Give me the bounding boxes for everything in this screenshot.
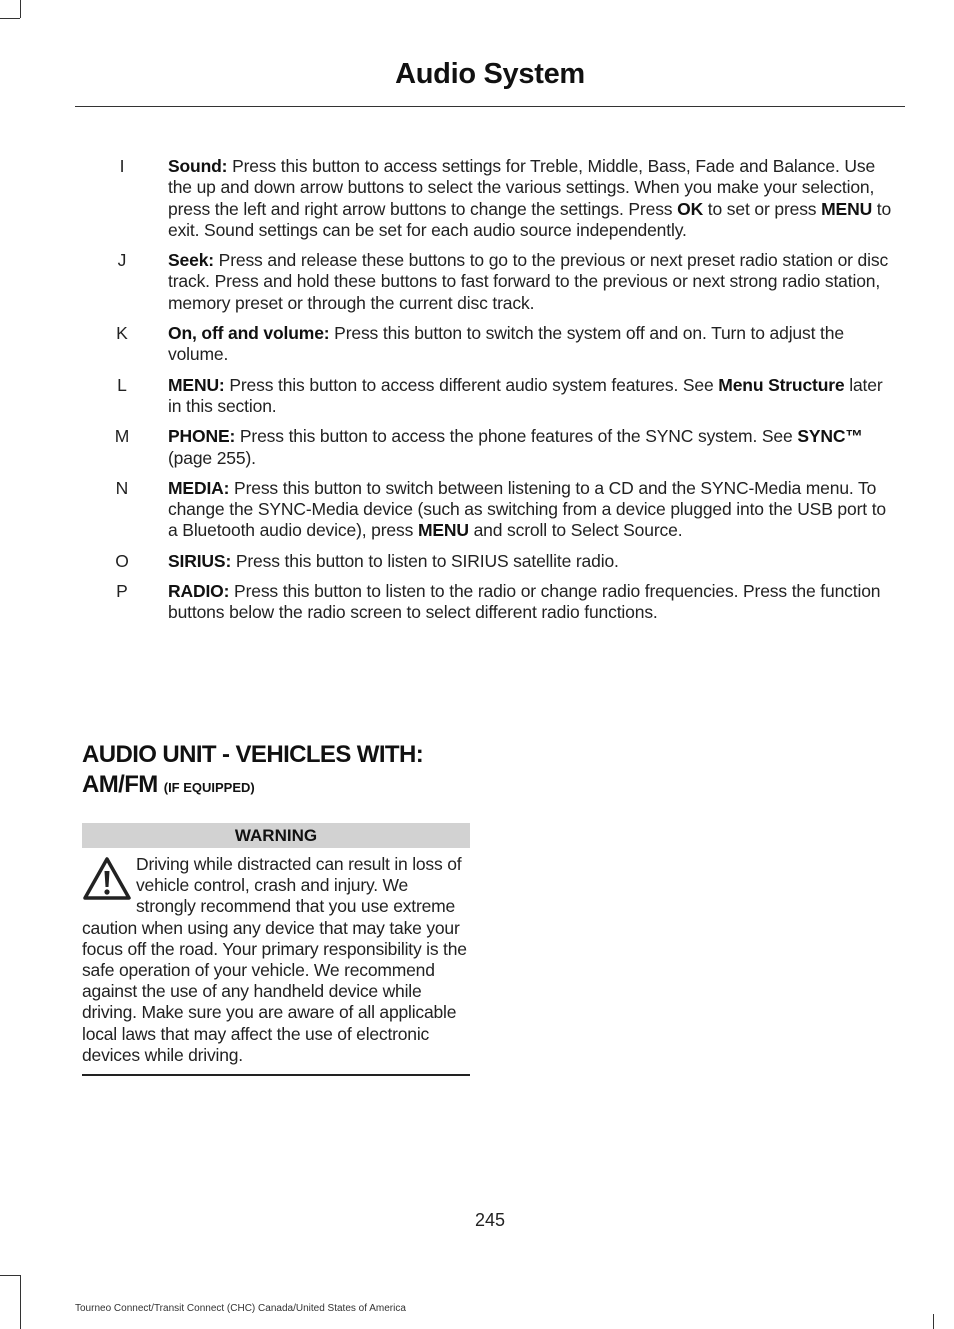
warning-triangle-icon [82,856,132,902]
item-letter: I [119,156,125,176]
section-heading-main: AM/FM [82,771,158,798]
text-run: to set or press [703,198,822,219]
item-description [168,156,898,241]
text-run: Press and release these buttons to go to the previous or next preset radio station or disc track. Press and hold these buttons to fast forward to the previous or next strong radio station, memory preset or through the current disc track. [168,250,889,313]
section-heading [82,740,482,803]
text-run: Press this button to access settings for Treble, Middle, Bass, Fade and Balance. Use the up and down arrow buttons to select the various settings. When you make your selection, press the left and right arrow buttons to change the settings. Press [168,156,876,219]
list-item [0,250,954,314]
item-letter: J [117,250,127,271]
text-run: Press this button to listen to the radio or change radio frequencies. Press the function buttons below the radio screen to select different radio functions. [168,581,881,623]
text-run: and scroll to Select Source. [468,520,683,541]
bold-term: RADIO: [168,581,230,602]
footer-text: Tourneo Connect/Transit Connect (CHC) Canada/United States of America [75,1303,406,1314]
list-item [0,323,954,366]
item-letter: L [117,374,127,395]
bold-term: SIRIUS: [168,550,232,571]
item-description [168,250,898,314]
bold-term: Sound: [168,156,228,176]
button-description-list [0,156,954,633]
bold-term: MENU [417,520,469,541]
warning-title: WARNING [82,823,470,848]
bold-term: SYNC™ [797,426,863,447]
item-letter: O [115,550,129,571]
item-letter: M [114,426,130,447]
item-description [168,478,898,542]
text-run: Press this button to access different audio system features. See [224,374,719,395]
section-heading-line1: AUDIO UNIT - VEHICLES WITH: [82,741,424,768]
bold-term: PHONE: [168,426,236,447]
bold-term: OK [677,198,704,219]
text-run: to exit. Sound settings can be set for each audio source independently. [168,198,892,240]
warning-body [82,854,470,1066]
list-item [0,478,954,542]
crop-mark [20,0,21,18]
bold-term: MENU [821,198,873,219]
crop-mark [20,1275,21,1329]
warning-box [82,823,470,1076]
item-description [168,323,898,366]
text-run: Press this button to access the phone features of the SYNC system. See [235,426,798,447]
list-item [0,156,954,241]
bold-term: Seek: [168,250,214,271]
page-title: Audio System [395,58,585,90]
item-description [168,551,898,572]
list-item [0,551,954,572]
text-run: Press this button to switch between listening to a CD and the SYNC-Media menu. To change the SYNC-Media device (such as switching from a device plugged into the USB port to a Bluetooth audio device), press [168,477,886,541]
item-letter: N [115,477,129,498]
warning-bottom-rule [82,1074,470,1076]
bold-term: Menu Structure [718,374,845,395]
text-run: Press this button to listen to SIRIUS satellite radio. [231,550,619,571]
crop-mark [933,1314,934,1329]
crop-mark [0,18,20,19]
bold-term: MEDIA: [168,477,230,498]
section-heading-line2 [82,770,482,803]
item-description [168,581,898,624]
text-run: (page 255). [168,447,256,468]
bold-term: MENU: [168,374,225,395]
bold-term: On, off and volume: [168,323,330,344]
header-divider [75,106,905,107]
item-letter: K [116,323,128,344]
text-run: later in this section. [168,374,883,416]
section-heading-suffix: (IF EQUIPPED) [163,780,255,795]
crop-mark [0,1275,20,1276]
list-item [0,581,954,624]
list-item [0,375,954,418]
item-description [168,375,898,418]
warning-text: Driving while distracted can result in loss of vehicle control, crash and injury. We strongly recommend that you use extreme caution when using any device that may take your focus off the road. Your primary responsibility is the safe operation of your vehicle. We recommend against the use of any handheld device while driving. Make sure you are aware of all applicable local laws that may affect the use of electronic devices while driving. [82,854,467,1065]
item-letter: P [116,581,128,602]
text-run: Press this button to switch the system off and on. Turn to adjust the volume. [168,323,844,365]
item-description [168,426,898,469]
page-number: 245 [474,1210,506,1230]
list-item [0,426,954,469]
